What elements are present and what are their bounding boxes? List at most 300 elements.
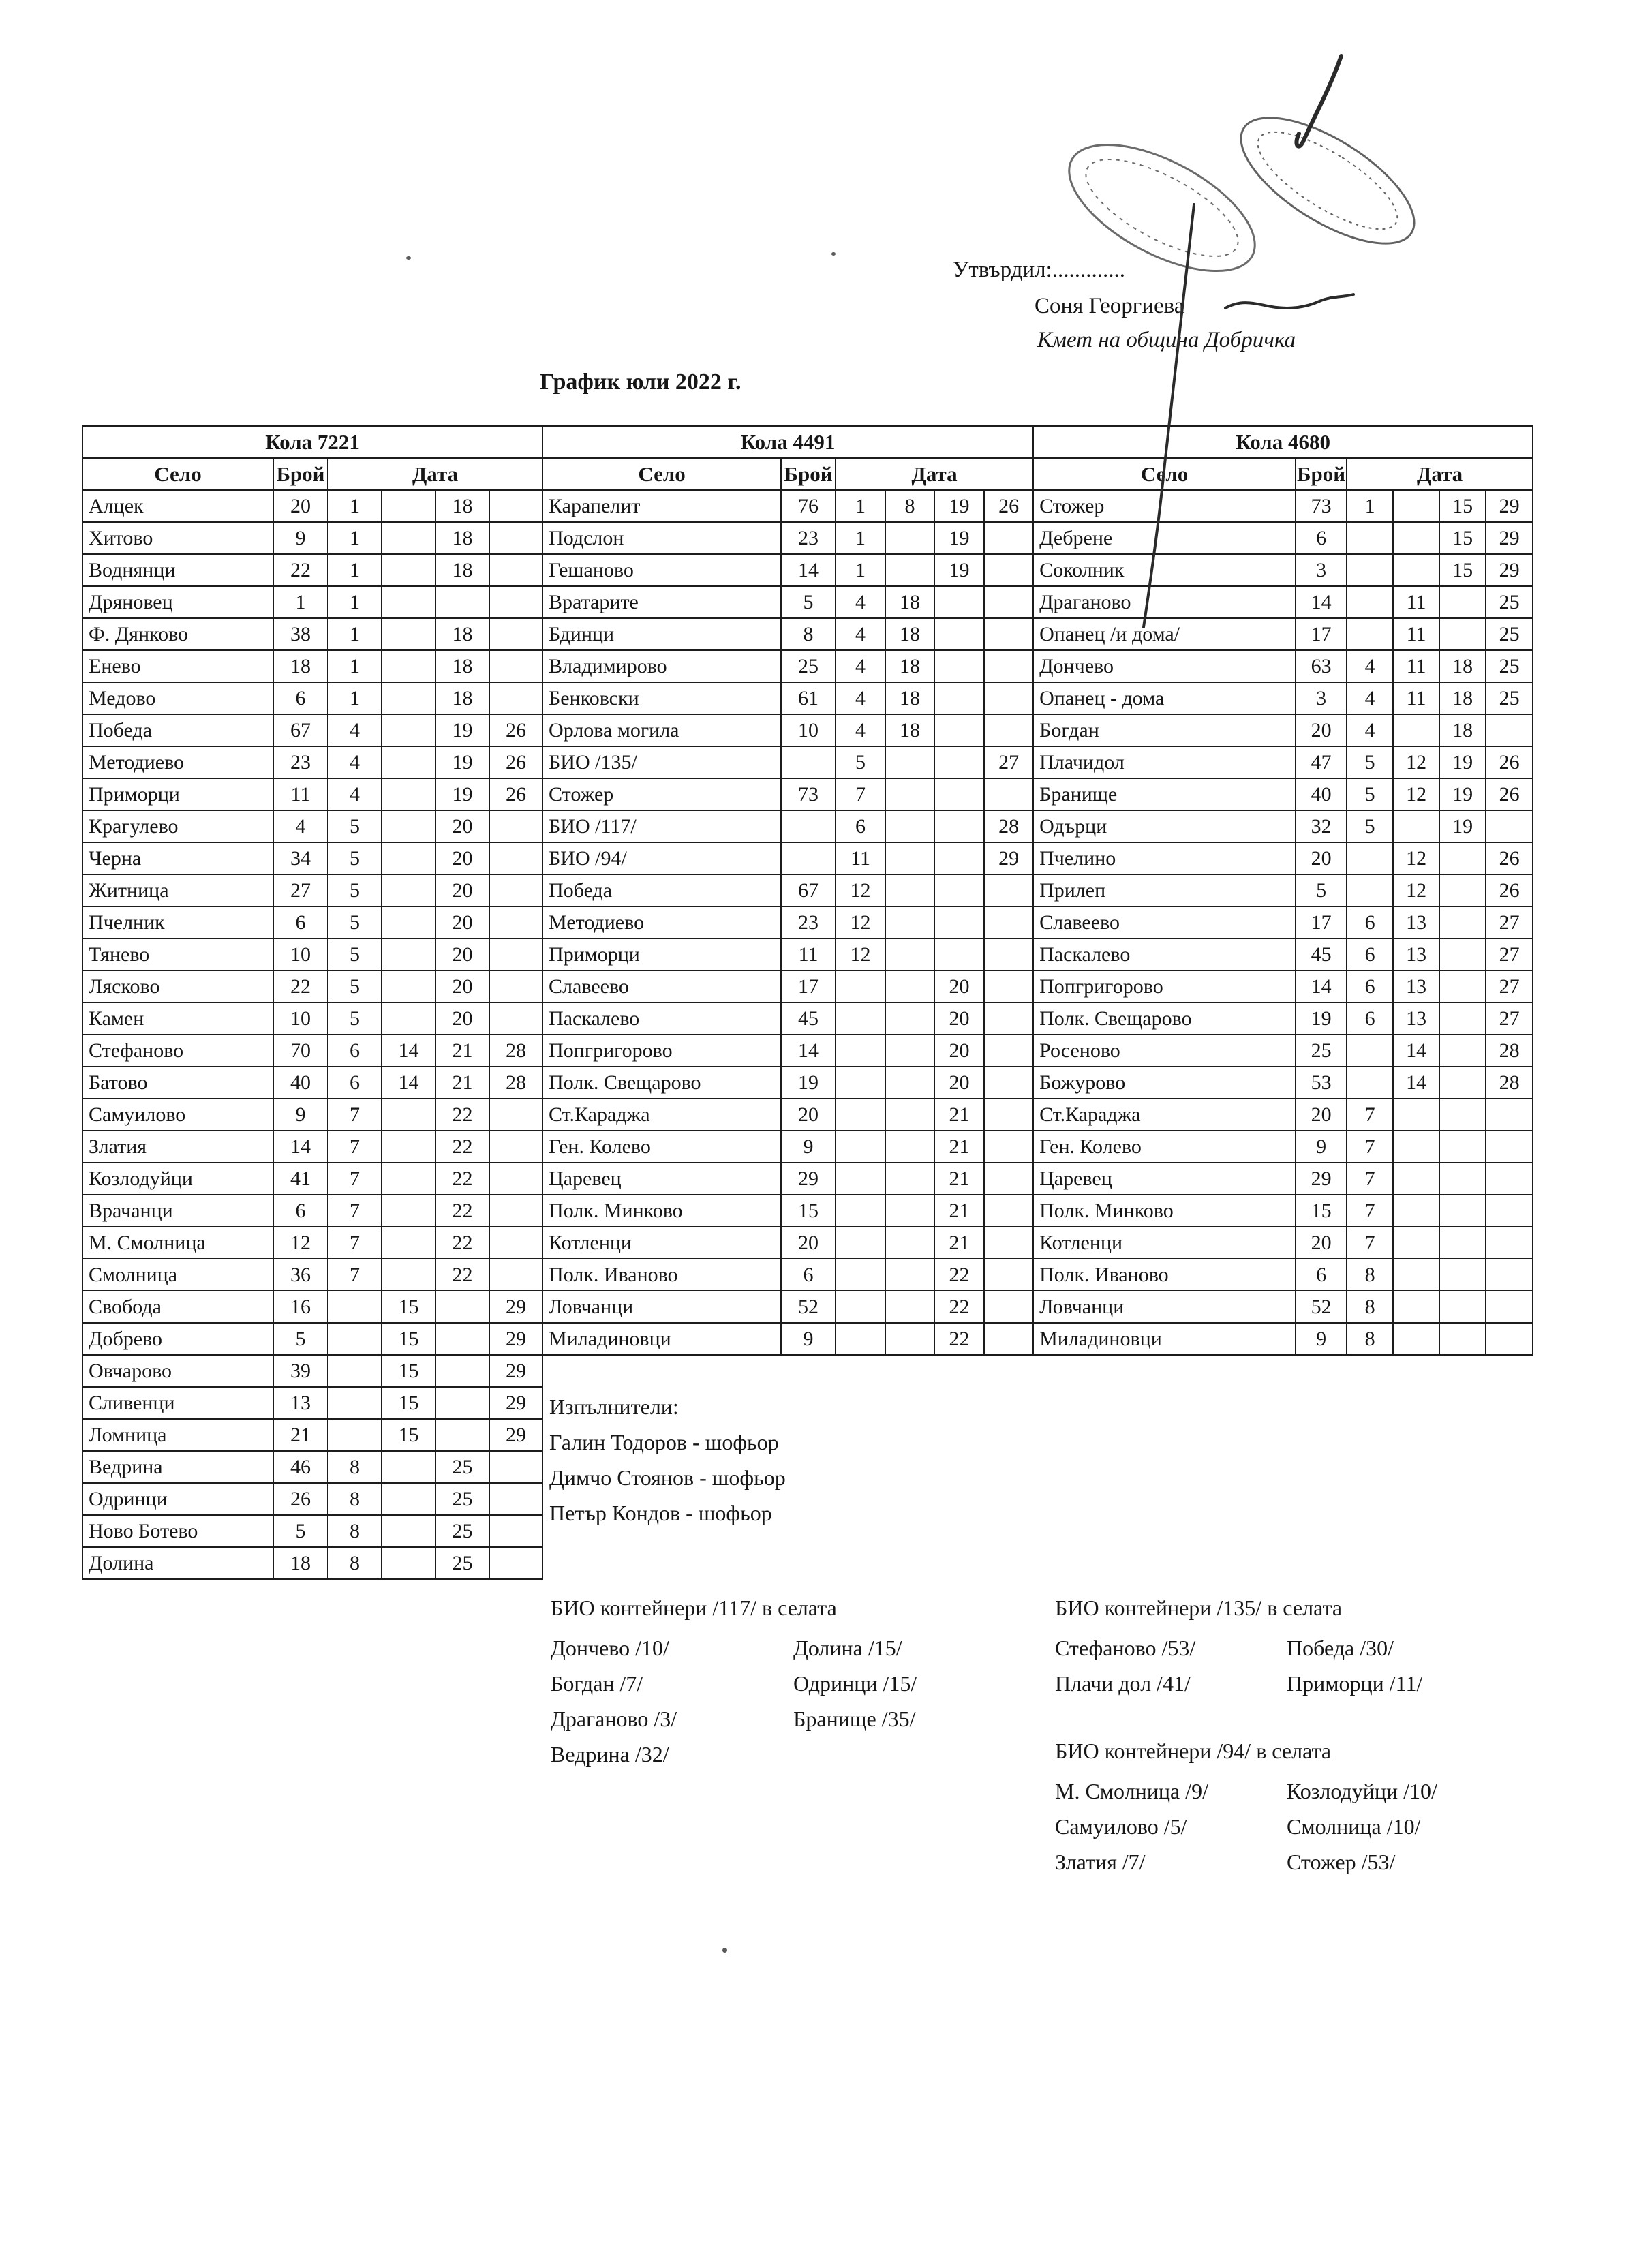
date-cell (382, 554, 435, 586)
table-row (1033, 522, 1533, 554)
village-cell: Житница (82, 874, 273, 906)
table-row (1033, 650, 1533, 682)
date-cell (934, 874, 984, 906)
date-cell: 18 (885, 714, 934, 746)
village-column-header: Село (82, 458, 273, 490)
village-cell: Росеново (1033, 1035, 1296, 1067)
date-cell (885, 874, 934, 906)
table-row (1033, 938, 1533, 970)
date-cell: 26 (1486, 874, 1533, 906)
date-cell (885, 1003, 934, 1035)
count-cell: 70 (273, 1035, 328, 1067)
count-cell: 5 (273, 1515, 328, 1547)
date-cell (1439, 1099, 1486, 1131)
date-cell (1347, 842, 1393, 874)
date-cell (435, 586, 489, 618)
date-cell: 7 (328, 1131, 382, 1163)
date-cell (435, 1355, 489, 1387)
date-cell (1393, 810, 1439, 842)
date-cell (382, 1195, 435, 1227)
bio-row (1055, 1844, 1437, 1880)
count-column-header: Брой (781, 458, 836, 490)
date-cell (328, 1355, 382, 1387)
date-cell (934, 810, 984, 842)
count-cell: 45 (1296, 938, 1347, 970)
date-cell: 19 (934, 490, 984, 522)
village-cell: Бдинци (542, 618, 781, 650)
bio-row (551, 1737, 917, 1772)
date-cell (934, 682, 984, 714)
date-cell (1486, 1323, 1533, 1355)
date-cell (934, 650, 984, 682)
date-cell (984, 1323, 1033, 1355)
count-cell: 25 (781, 650, 836, 682)
village-column-header: Село (1033, 458, 1296, 490)
village-cell: Долина (82, 1547, 273, 1579)
date-cell (1393, 1131, 1439, 1163)
car-table-4680 (1032, 425, 1533, 1356)
table-row (82, 586, 542, 618)
date-cell: 18 (885, 586, 934, 618)
date-cell: 13 (1393, 1003, 1439, 1035)
table-row (1033, 1323, 1533, 1355)
count-cell: 14 (1296, 586, 1347, 618)
date-cell (1393, 1195, 1439, 1227)
date-cell (885, 938, 934, 970)
date-cell (489, 650, 542, 682)
date-cell: 8 (1347, 1259, 1393, 1291)
date-cell: 1 (328, 522, 382, 554)
car-table-4491 (542, 425, 1034, 1356)
count-cell: 34 (273, 842, 328, 874)
date-cell: 26 (1486, 842, 1533, 874)
bio-row (1055, 1666, 1422, 1701)
car-header-row (542, 426, 1033, 458)
village-cell: Котленци (1033, 1227, 1296, 1259)
village-cell: Приморци (542, 938, 781, 970)
date-cell: 29 (1486, 490, 1533, 522)
count-cell: 52 (781, 1291, 836, 1323)
table-row (82, 746, 542, 778)
date-cell: 18 (435, 490, 489, 522)
date-cell: 29 (489, 1291, 542, 1323)
bio-row (551, 1666, 917, 1701)
date-cell: 22 (934, 1291, 984, 1323)
date-cell (489, 682, 542, 714)
date-cell: 12 (836, 874, 885, 906)
table-row (82, 714, 542, 746)
count-cell: 20 (781, 1227, 836, 1259)
village-cell: Ген. Колево (542, 1131, 781, 1163)
date-cell: 20 (435, 906, 489, 938)
date-cell: 28 (1486, 1035, 1533, 1067)
date-cell (836, 970, 885, 1003)
village-cell: Полк. Свещарово (1033, 1003, 1296, 1035)
village-cell: Тянево (82, 938, 273, 970)
village-cell: Миладиновци (1033, 1323, 1296, 1355)
count-cell: 15 (781, 1195, 836, 1227)
count-cell: 26 (273, 1483, 328, 1515)
date-cell (489, 874, 542, 906)
date-cell: 27 (1486, 938, 1533, 970)
date-cell (489, 842, 542, 874)
bio-row (1055, 1809, 1437, 1844)
date-cell: 19 (435, 778, 489, 810)
village-cell: Ген. Колево (1033, 1131, 1296, 1163)
date-cell (984, 1227, 1033, 1259)
date-cell: 5 (328, 1003, 382, 1035)
date-cell (984, 1067, 1033, 1099)
table-row (542, 1067, 1033, 1099)
bio-row (551, 1630, 917, 1666)
count-cell: 9 (273, 522, 328, 554)
date-cell (435, 1419, 489, 1451)
date-cell: 1 (328, 650, 382, 682)
village-cell: Пчелино (1033, 842, 1296, 874)
village-cell: Ведрина (82, 1451, 273, 1483)
bio-item: Драганово /3/ (551, 1707, 677, 1731)
table-row (542, 1131, 1033, 1163)
bio-item: Одринци /15/ (793, 1671, 917, 1696)
date-cell: 20 (934, 970, 984, 1003)
count-cell: 6 (781, 1259, 836, 1291)
date-cell: 15 (1439, 554, 1486, 586)
date-cell (382, 810, 435, 842)
village-cell: Попгригорово (542, 1035, 781, 1067)
village-cell: Методиево (82, 746, 273, 778)
date-cell (1393, 522, 1439, 554)
date-cell (934, 906, 984, 938)
table-row (82, 874, 542, 906)
village-cell: Славеево (1033, 906, 1296, 938)
car-name-header: Кола 7221 (82, 426, 542, 458)
village-cell: Подслон (542, 522, 781, 554)
date-cell (489, 554, 542, 586)
date-cell: 5 (1347, 810, 1393, 842)
date-cell: 21 (934, 1099, 984, 1131)
count-cell: 9 (1296, 1131, 1347, 1163)
table-row (82, 1067, 542, 1099)
village-cell: Ст.Караджа (542, 1099, 781, 1131)
count-cell: 9 (781, 1131, 836, 1163)
count-cell: 23 (273, 746, 328, 778)
count-cell: 9 (781, 1323, 836, 1355)
date-cell: 19 (1439, 810, 1486, 842)
village-cell: Стожер (542, 778, 781, 810)
date-column-header: Дата (836, 458, 1033, 490)
table-row (1033, 1163, 1533, 1195)
date-cell (934, 938, 984, 970)
date-cell: 12 (1393, 842, 1439, 874)
bio-item: Бранище /35/ (793, 1707, 916, 1731)
date-cell (489, 1259, 542, 1291)
date-cell (1439, 874, 1486, 906)
date-cell: 19 (934, 554, 984, 586)
date-cell: 21 (934, 1131, 984, 1163)
count-cell (781, 810, 836, 842)
village-cell: Ловчанци (542, 1291, 781, 1323)
table-row (82, 650, 542, 682)
executors-heading: Изпълнители: (549, 1394, 679, 1419)
car-name-header: Кола 4680 (1033, 426, 1533, 458)
date-cell (1439, 938, 1486, 970)
date-cell: 29 (489, 1355, 542, 1387)
date-cell: 22 (435, 1259, 489, 1291)
count-cell: 38 (273, 618, 328, 650)
date-cell (836, 1227, 885, 1259)
village-cell: Лясково (82, 970, 273, 1003)
table-row (1033, 906, 1533, 938)
count-cell: 5 (1296, 874, 1347, 906)
count-cell: 25 (1296, 1035, 1347, 1067)
date-cell (435, 1323, 489, 1355)
village-cell: Добрево (82, 1323, 273, 1355)
date-cell: 4 (836, 586, 885, 618)
date-cell: 22 (435, 1099, 489, 1131)
village-cell: Сливенци (82, 1387, 273, 1419)
village-cell: Камен (82, 1003, 273, 1035)
date-cell: 13 (1393, 970, 1439, 1003)
count-cell: 10 (273, 938, 328, 970)
count-cell: 14 (781, 554, 836, 586)
table-row (82, 682, 542, 714)
date-cell (984, 522, 1033, 554)
date-cell (885, 746, 934, 778)
date-cell (885, 1259, 934, 1291)
village-cell: Крагулево (82, 810, 273, 842)
village-cell: БИО /94/ (542, 842, 781, 874)
car-name-header: Кола 4491 (542, 426, 1033, 458)
date-cell: 18 (885, 650, 934, 682)
date-cell: 29 (489, 1323, 542, 1355)
date-cell: 6 (328, 1067, 382, 1099)
village-cell: Паскалево (542, 1003, 781, 1035)
date-cell: 6 (1347, 1003, 1393, 1035)
bio-row (1055, 1630, 1422, 1666)
date-cell (382, 938, 435, 970)
count-cell: 5 (273, 1323, 328, 1355)
date-cell: 7 (328, 1195, 382, 1227)
date-cell: 14 (382, 1035, 435, 1067)
date-cell: 29 (1486, 522, 1533, 554)
date-cell: 12 (836, 938, 885, 970)
count-cell: 17 (1296, 618, 1347, 650)
village-cell: Опанец /и дома/ (1033, 618, 1296, 650)
date-cell (1393, 1227, 1439, 1259)
car-table-body (82, 490, 542, 1579)
date-cell (836, 1131, 885, 1163)
village-cell: Полк. Минково (1033, 1195, 1296, 1227)
count-cell: 32 (1296, 810, 1347, 842)
date-cell (489, 618, 542, 650)
date-cell (885, 1163, 934, 1195)
count-cell: 13 (273, 1387, 328, 1419)
table-row (1033, 1003, 1533, 1035)
date-cell (1439, 1291, 1486, 1323)
date-cell: 5 (1347, 746, 1393, 778)
count-cell: 45 (781, 1003, 836, 1035)
date-cell (1439, 586, 1486, 618)
bio-section-title: БИО контейнери /94/ в селата (1055, 1739, 1332, 1763)
date-cell: 4 (328, 714, 382, 746)
table-row (82, 1163, 542, 1195)
village-cell: Опанец - дома (1033, 682, 1296, 714)
village-cell: Царевец (1033, 1163, 1296, 1195)
date-cell (1486, 1195, 1533, 1227)
date-cell (382, 874, 435, 906)
date-cell (435, 1387, 489, 1419)
date-cell (382, 1451, 435, 1483)
table-row (82, 1483, 542, 1515)
scan-speck (406, 256, 411, 260)
date-cell (934, 746, 984, 778)
date-cell (489, 586, 542, 618)
date-cell: 8 (1347, 1323, 1393, 1355)
date-cell: 19 (1439, 746, 1486, 778)
date-cell: 4 (836, 682, 885, 714)
village-cell: Бранище (1033, 778, 1296, 810)
date-cell (885, 554, 934, 586)
date-cell: 11 (1393, 650, 1439, 682)
date-cell: 1 (328, 618, 382, 650)
count-cell: 29 (1296, 1163, 1347, 1195)
date-cell (984, 618, 1033, 650)
date-cell (984, 650, 1033, 682)
date-cell: 11 (1393, 618, 1439, 650)
count-cell: 22 (273, 554, 328, 586)
table-row (1033, 970, 1533, 1003)
bio-item: Самуилово /5/ (1055, 1814, 1187, 1839)
table-row (82, 522, 542, 554)
approver-title: Кмет на община Добричка (1037, 328, 1296, 352)
table-row (542, 1323, 1033, 1355)
count-cell: 9 (273, 1099, 328, 1131)
date-cell (382, 618, 435, 650)
date-cell (836, 1323, 885, 1355)
date-cell (489, 970, 542, 1003)
date-cell (382, 1515, 435, 1547)
village-cell: Козлодуйци (82, 1163, 273, 1195)
table-row (1033, 618, 1533, 650)
date-cell (885, 810, 934, 842)
date-cell (836, 1067, 885, 1099)
date-cell: 7 (1347, 1099, 1393, 1131)
date-cell: 8 (328, 1483, 382, 1515)
date-cell: 7 (328, 1227, 382, 1259)
count-cell: 20 (1296, 1227, 1347, 1259)
date-cell: 6 (1347, 938, 1393, 970)
table-row (542, 778, 1033, 810)
approver-name: Соня Георгиева (1035, 294, 1184, 318)
date-cell (1486, 810, 1533, 842)
date-cell: 8 (328, 1515, 382, 1547)
date-column-header: Дата (1347, 458, 1533, 490)
date-cell (885, 1291, 934, 1323)
village-cell: Орлова могила (542, 714, 781, 746)
date-cell: 20 (435, 874, 489, 906)
date-cell (489, 1131, 542, 1163)
table-row (82, 970, 542, 1003)
village-cell: Смолница (82, 1259, 273, 1291)
bio-item: Дончево /10/ (551, 1636, 669, 1660)
column-header-row (82, 458, 542, 490)
count-cell: 20 (1296, 714, 1347, 746)
date-cell (382, 682, 435, 714)
village-cell: М. Смолница (82, 1227, 273, 1259)
date-cell: 25 (435, 1451, 489, 1483)
date-cell (984, 906, 1033, 938)
bio-item: Победа /30/ (1287, 1636, 1394, 1660)
count-cell: 16 (273, 1291, 328, 1323)
date-cell (1486, 714, 1533, 746)
date-cell: 15 (1439, 490, 1486, 522)
bio-section-title: БИО контейнери /135/ в селата (1055, 1595, 1343, 1620)
date-cell (1439, 842, 1486, 874)
date-cell (435, 1291, 489, 1323)
village-column-header: Село (542, 458, 781, 490)
date-column-header: Дата (328, 458, 542, 490)
date-cell (1393, 1323, 1439, 1355)
date-cell: 26 (489, 746, 542, 778)
date-cell: 1 (328, 586, 382, 618)
date-cell: 5 (1347, 778, 1393, 810)
table-row (542, 586, 1033, 618)
date-cell (885, 522, 934, 554)
date-cell (489, 522, 542, 554)
executor-item: Петър Кондов - шофьор (549, 1501, 772, 1525)
table-row (1033, 554, 1533, 586)
date-cell: 8 (885, 490, 934, 522)
table-row (542, 682, 1033, 714)
village-cell: Дряновец (82, 586, 273, 618)
date-cell (836, 1163, 885, 1195)
table-row (82, 1387, 542, 1419)
date-cell: 8 (1347, 1291, 1393, 1323)
village-cell: Свобода (82, 1291, 273, 1323)
village-cell: Попгригорово (1033, 970, 1296, 1003)
count-cell: 46 (273, 1451, 328, 1483)
count-cell: 3 (1296, 682, 1347, 714)
date-cell (489, 906, 542, 938)
date-cell (382, 714, 435, 746)
table-row (542, 1291, 1033, 1323)
date-cell: 14 (1393, 1035, 1439, 1067)
village-cell: Царевец (542, 1163, 781, 1195)
date-cell: 20 (435, 1003, 489, 1035)
date-cell: 18 (885, 682, 934, 714)
date-cell (885, 778, 934, 810)
date-cell: 7 (328, 1163, 382, 1195)
date-cell: 26 (1486, 778, 1533, 810)
bio-section-94 (1055, 1735, 1437, 1880)
date-cell: 14 (1393, 1067, 1439, 1099)
date-cell: 20 (435, 938, 489, 970)
count-cell: 67 (781, 874, 836, 906)
table-row (542, 618, 1033, 650)
date-cell: 13 (1393, 938, 1439, 970)
table-row (542, 842, 1033, 874)
date-cell: 6 (1347, 906, 1393, 938)
table-row (82, 554, 542, 586)
village-cell: Полк. Иваново (542, 1259, 781, 1291)
count-cell: 39 (273, 1355, 328, 1387)
date-cell (1393, 490, 1439, 522)
table-row (82, 938, 542, 970)
table-row (542, 714, 1033, 746)
date-cell (1347, 874, 1393, 906)
date-cell: 21 (934, 1227, 984, 1259)
table-row (1033, 1035, 1533, 1067)
